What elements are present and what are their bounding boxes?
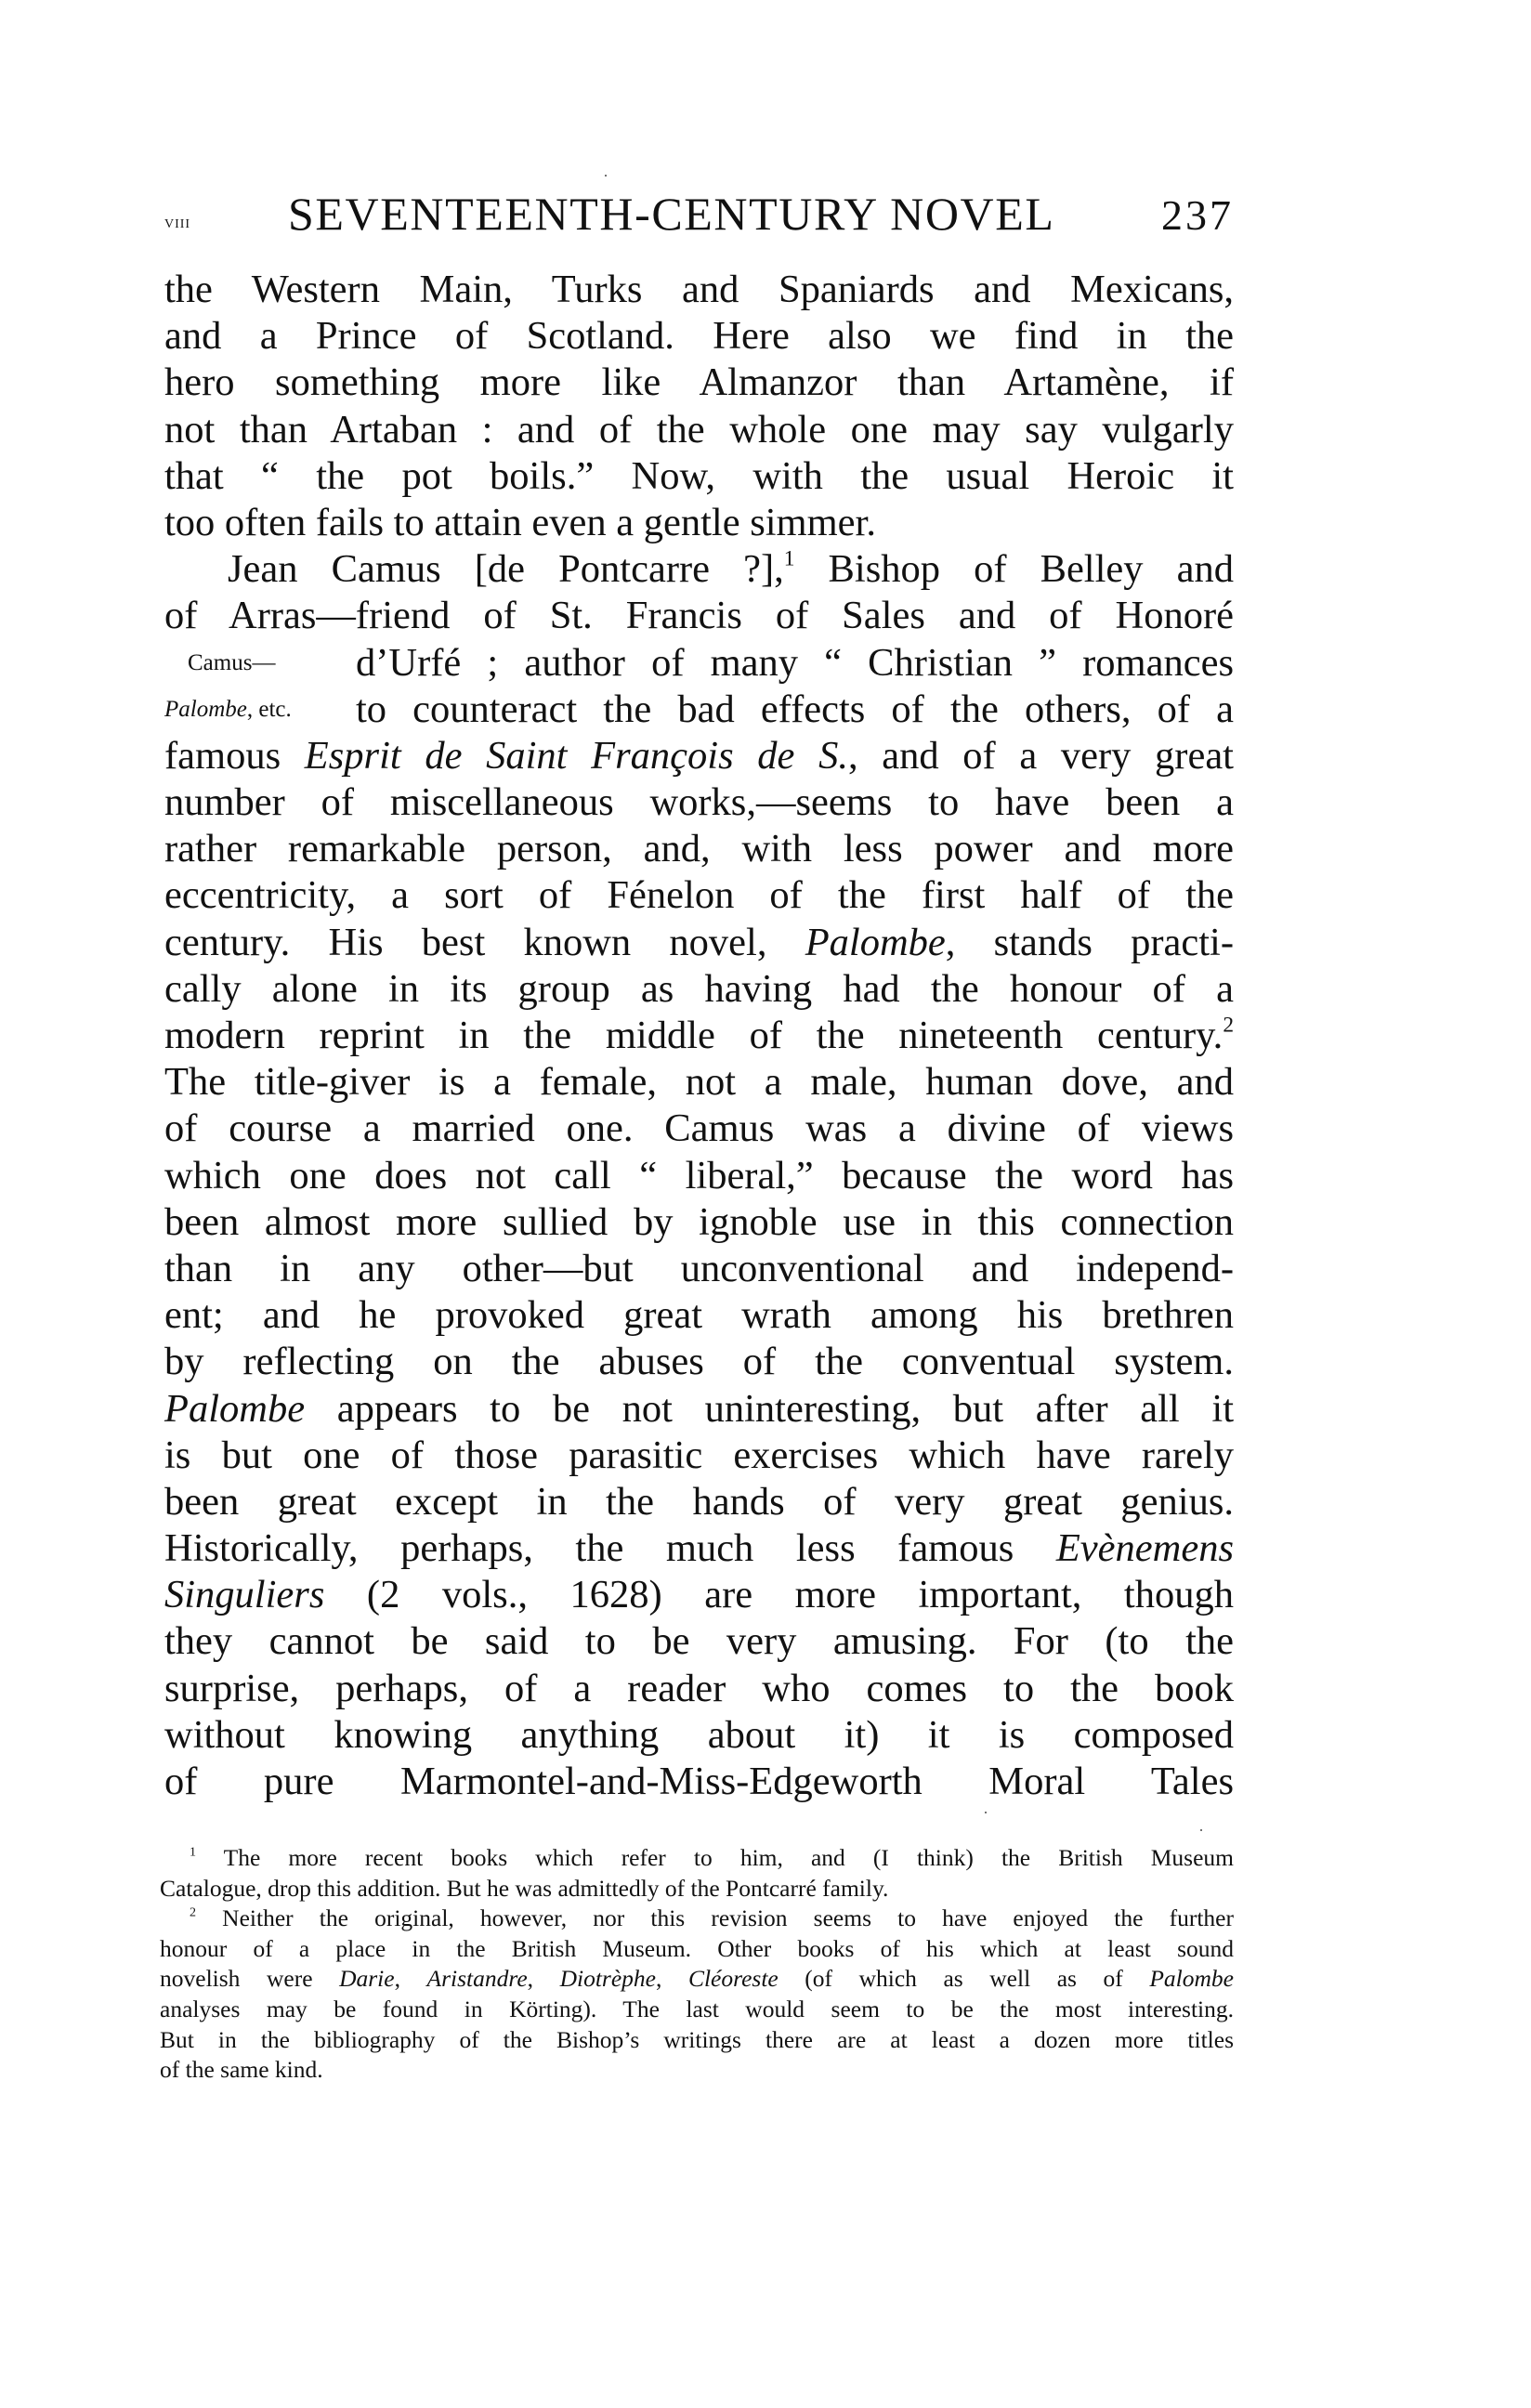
text-run: modern reprint in the middle of the nineteenth century. xyxy=(164,1014,1223,1057)
chapter-number: viii xyxy=(164,212,191,232)
text-run: , and of a very great xyxy=(847,733,1234,778)
text-line-content: to counteract the bad effects of the others, of a xyxy=(356,687,1234,731)
italic-title: Diotrèphe xyxy=(559,1965,656,1993)
footnote-line: Catalogue, drop this addition. But he was admittedly of the Pontcarré family. xyxy=(160,1874,889,1902)
footnote-line: honour of a place in the British Museum. Other books of his which at least sound xyxy=(160,1934,1234,1962)
italic-title: Palombe xyxy=(805,920,946,964)
footnotes xyxy=(160,1843,1234,2086)
text-run: (2 vols., 1628) are more important, though xyxy=(324,1573,1234,1617)
text-run: Bishop of Belley and xyxy=(794,547,1235,592)
text-run: , stands practi- xyxy=(945,920,1234,964)
text-run: The more recent books which refer to him, and (I think) the British Museum xyxy=(196,1844,1234,1871)
scan-speck xyxy=(605,175,607,177)
text-line xyxy=(164,1572,1234,1618)
margin-note-line-2 xyxy=(164,687,292,733)
italic-title: Singuliers xyxy=(164,1573,325,1617)
text-line: number of miscellaneous works,—seems to have been a xyxy=(164,780,1234,825)
text-run: , xyxy=(394,1965,427,1993)
scan-speck xyxy=(985,1812,987,1813)
margin-note-rest: , etc. xyxy=(246,696,292,722)
footnote-line: analyses may be found in Körting). The last would seem to be the most interesting. xyxy=(160,1995,1234,2022)
italic-title: Aristandre xyxy=(426,1965,528,1993)
text-line: than in any other—but unconventional and independ- xyxy=(164,1246,1234,1290)
text-line xyxy=(164,1013,1234,1059)
text-run: , xyxy=(527,1965,560,1993)
text-line: that “ the pot boils.” Now, with the usual Heroic it xyxy=(164,453,1234,498)
running-title: SEVENTEENTH-CENTURY NOVEL xyxy=(288,188,1055,240)
text-line: ent; and he provoked great wrath among his brethren xyxy=(164,1293,1234,1338)
text-line: without knowing anything about it) it is composed xyxy=(164,1712,1234,1757)
footnote-ref-2[interactable]: 2 xyxy=(1223,1013,1234,1038)
text-line: the Western Main, Turks and Spaniards and Mexicans, xyxy=(164,268,1234,311)
footnote-2 xyxy=(160,1904,1234,1934)
text-run: Neither the original, however, nor this revision seems to have enjoyed the further xyxy=(196,1904,1234,1932)
text-line: cally alone in its group as having had the honour of a xyxy=(164,966,1234,1011)
text-run: famous xyxy=(164,733,305,778)
text-line-with-margin-note xyxy=(164,640,1234,687)
text-line-content: d’Urfé ; author of many “ Christian ” romances xyxy=(356,640,1234,685)
text-line: hero something more like Almanzor than Artamène, if xyxy=(164,360,1234,405)
running-head xyxy=(164,186,1234,242)
text-line: and a Prince of Scotland. Here also we find in the xyxy=(164,314,1234,359)
text-line: by reflecting on the abuses of the conventual system. xyxy=(164,1340,1234,1384)
footnote-line xyxy=(160,1964,1234,1995)
margin-note-italic: Palombe xyxy=(164,696,247,722)
italic-title: Cléoreste xyxy=(687,1965,779,1993)
italic-title: Evènemens xyxy=(1055,1526,1234,1571)
text-run: novelish were xyxy=(160,1965,340,1993)
text-line: been great except in the hands of very great genius. xyxy=(164,1479,1234,1524)
footnote-mark-2: 2 xyxy=(190,1905,197,1920)
text-line-content xyxy=(164,1572,1234,1618)
text-line-content xyxy=(164,920,1234,966)
text-line xyxy=(164,920,1234,966)
text-line-content xyxy=(164,733,1234,779)
footnote-mark-1: 1 xyxy=(190,1845,197,1860)
text-line xyxy=(164,500,1234,546)
text-line-content xyxy=(164,1525,1234,1572)
text-line: rather remarkable person, and, with less power and more xyxy=(164,827,1234,871)
text-line: surprise, perhaps, of a reader who comes to the book xyxy=(164,1666,1234,1710)
text-line-with-margin-note xyxy=(164,687,1234,733)
page-number: 237 xyxy=(1161,191,1234,239)
text-line xyxy=(164,733,1234,779)
text-line: they cannot be said to be very amusing. For (to the xyxy=(164,1619,1234,1664)
italic-title: Esprit de Saint François de S. xyxy=(304,733,848,778)
text-run: appears to be not uninteresting, but after all it xyxy=(305,1386,1234,1431)
text-line xyxy=(164,1525,1234,1572)
margin-note-line-1: Camus— xyxy=(188,649,276,675)
body-text xyxy=(164,267,1234,1805)
text-line: of Arras—friend of St. Francis of Sales and of Honoré xyxy=(164,594,1234,638)
text-line-content: too often fails to attain even a gentle simmer. xyxy=(164,500,876,544)
text-line: been almost more sullied by ignoble use in this connection xyxy=(164,1199,1234,1244)
text-run: (of which as well as of xyxy=(778,1965,1150,1993)
text-line xyxy=(164,1386,1234,1433)
footnote-line: of the same kind. xyxy=(160,2056,323,2084)
text-line: of pure Marmontel-and-Miss-Edgeworth Moral Tales xyxy=(164,1760,1234,1803)
text-line: of course a married one. Camus was a divine of views xyxy=(164,1106,1234,1151)
text-line-content xyxy=(228,546,1234,593)
italic-title: Palombe xyxy=(1149,1965,1234,1993)
scan-speck xyxy=(1200,1829,1202,1831)
text-line: is but one of those parasitic exercises which have rarely xyxy=(164,1433,1234,1477)
italic-title: Palombe xyxy=(164,1386,306,1431)
footnote-ref-1[interactable]: 1 xyxy=(783,546,795,571)
text-line: The title-giver is a female, not a male, human dove, and xyxy=(164,1060,1234,1105)
text-line: which one does not call “ liberal,” because the word has xyxy=(164,1153,1234,1197)
text-run: Jean Camus [de Pontcarre ?], xyxy=(228,547,784,592)
text-line-content xyxy=(164,1013,1234,1059)
text-run: Historically, perhaps, the much less famous xyxy=(164,1526,1056,1571)
text-line-content xyxy=(164,1386,1234,1433)
footnote-1 xyxy=(160,1843,1234,1874)
text-run: , xyxy=(656,1965,688,1993)
text-line: eccentricity, a sort of Fénelon of the first half of the xyxy=(164,873,1234,918)
text-run: century. His best known novel, xyxy=(164,920,805,964)
italic-title: Darie xyxy=(339,1965,395,1993)
paragraph-start-line xyxy=(164,546,1234,593)
text-line: not than Artaban : and of the whole one may say vulgarly xyxy=(164,407,1234,452)
footnote-line: But in the bibliography of the Bishop’s writings there are at least a dozen more titles xyxy=(160,2025,1234,2053)
